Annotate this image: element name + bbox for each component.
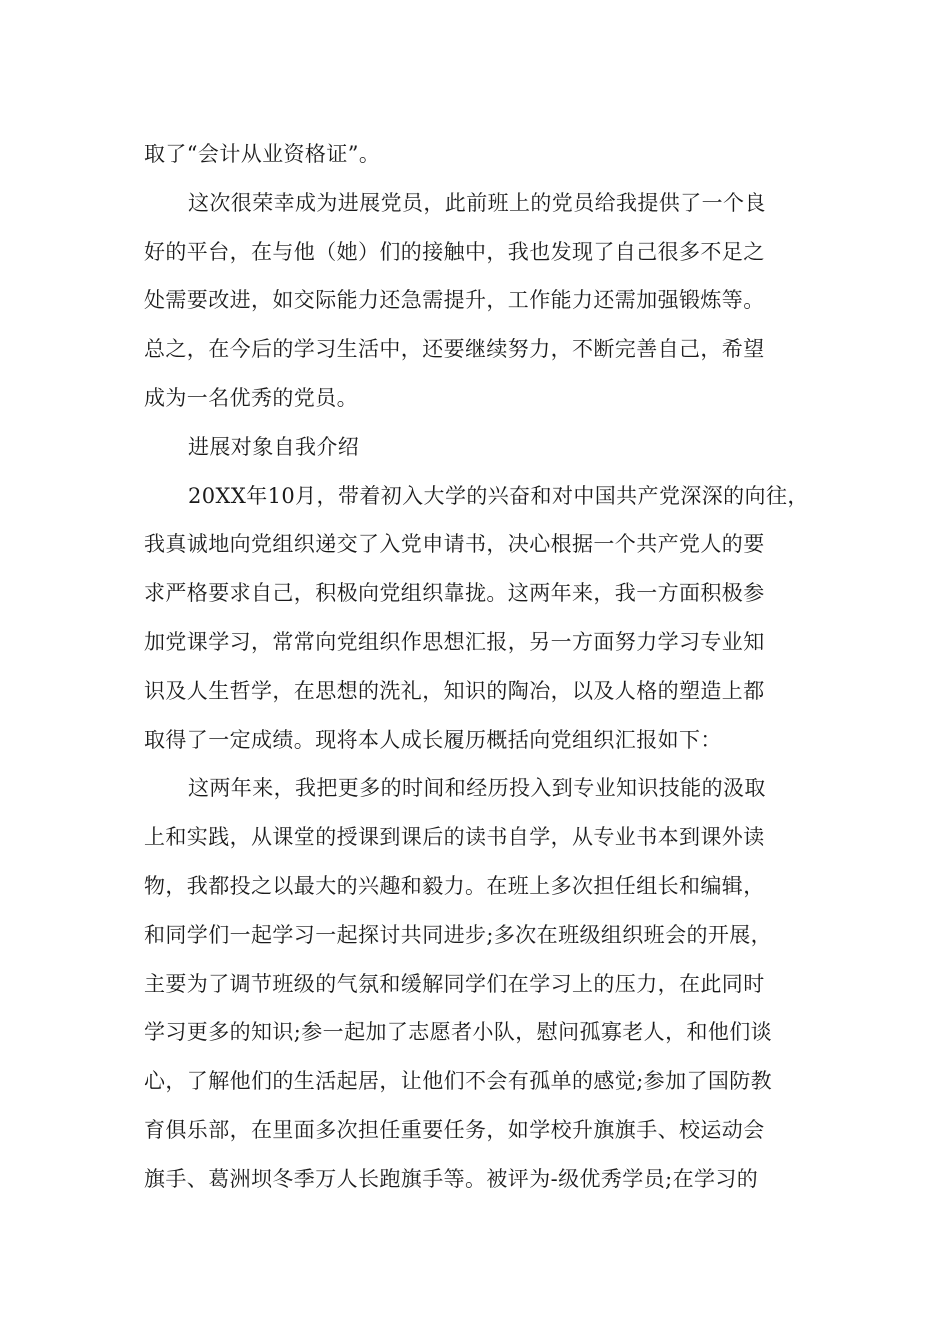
- text-line: 好的平台，在与他（她）们的接触中，我也发现了自己很多不足之: [144, 239, 765, 264]
- text-line: 加党课学习，常常向党组织作思想汇报，另一方面努力学习专业知: [144, 629, 765, 654]
- document-body: [144, 130, 814, 1204]
- text-line: 进展对象自我介绍: [188, 434, 360, 459]
- text-line: 求严格要求自己，积极向党组织靠拢。这两年来，我一方面积极参: [144, 581, 765, 606]
- text-line: 这两年来，我把更多的时间和经历投入到专业知识技能的汲取: [188, 776, 766, 801]
- text-line: 20XX年10月，带着初入大学的兴奋和对中国共产党深深的向往，: [188, 483, 809, 508]
- text-line: 取得了一定成绩。现将本人成长履历概括向党组织汇报如下：: [144, 727, 722, 752]
- text-line: 上和实践，从课堂的授课到课后的读书自学，从专业书本到课外读: [144, 825, 765, 850]
- text-line: 主要为了调节班级的气氛和缓解同学们在学习上的压力，在此同时: [144, 971, 765, 996]
- text-line: 旗手、葛洲坝冬季万人长跑旗手等。被评为-级优秀学员;在学习的: [144, 1166, 759, 1191]
- text-line: 学习更多的知识;参一起加了志愿者小队，慰问孤寡老人，和他们谈: [144, 1020, 773, 1045]
- text-line: 育俱乐部，在里面多次担任重要任务，如学校升旗旗手、校运动会: [144, 1117, 765, 1142]
- text-line: 取了“会计从业资格证”。: [144, 142, 381, 166]
- text-line: 这次很荣幸成为进展党员，此前班上的党员给我提供了一个良: [188, 190, 766, 215]
- text-line: 和同学们一起学习一起探讨共同进步;多次在班级组织班会的开展，: [144, 922, 773, 947]
- text-line: 物，我都投之以最大的兴趣和毅力。在班上多次担任组长和编辑，: [144, 873, 765, 898]
- text-line: 识及人生哲学，在思想的洗礼，知识的陶冶，以及人格的塑造上都: [144, 678, 765, 703]
- text-line: 心，了解他们的生活起居，让他们不会有孤单的感觉;参加了国防教: [144, 1069, 773, 1094]
- text-line: 成为一名优秀的党员。: [144, 385, 358, 410]
- text-line: 处需要改进，如交际能力还急需提升，工作能力还需加强锻炼等。: [144, 288, 765, 313]
- text-line: 总之，在今后的学习生活中，还要继续努力，不断完善自己，希望: [144, 337, 765, 362]
- text-line: 我真诚地向党组织递交了入党申请书，决心根据一个共产党人的要: [144, 532, 765, 557]
